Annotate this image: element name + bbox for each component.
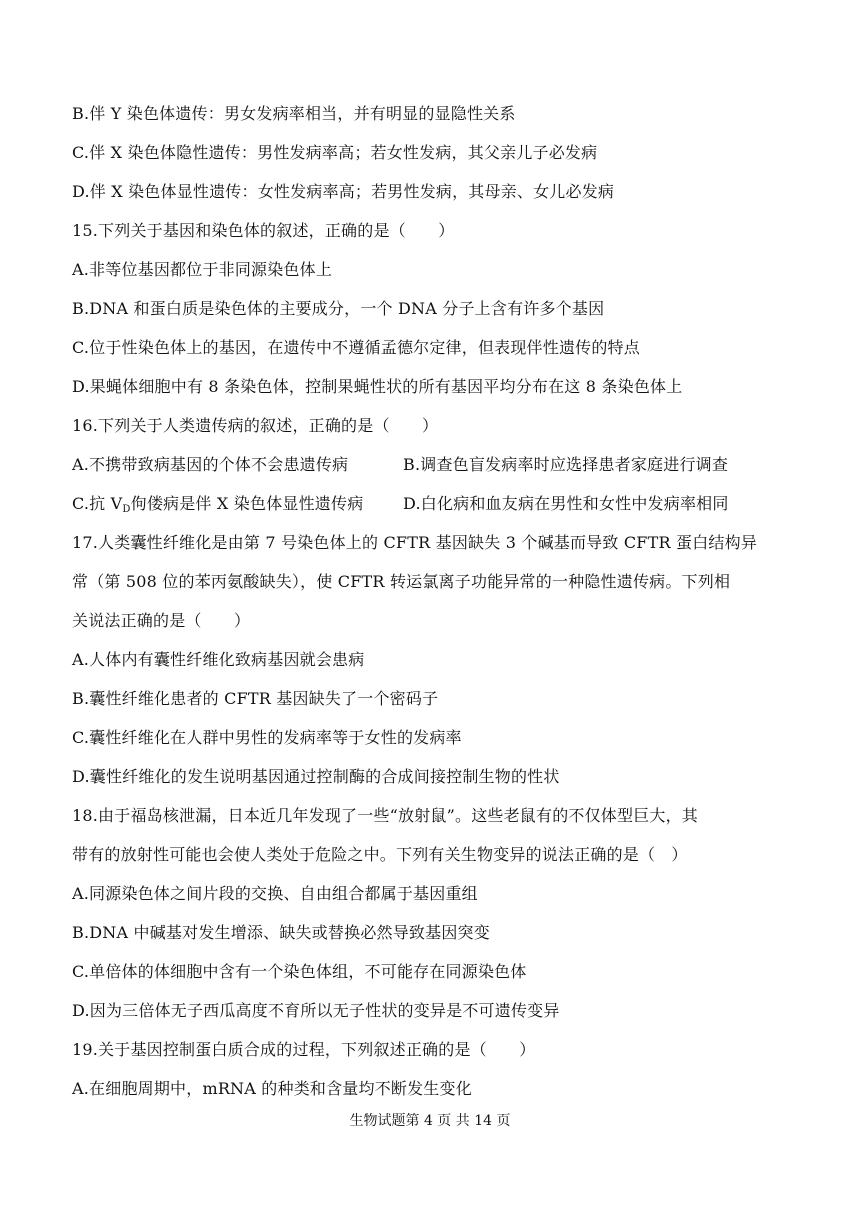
q17-stem-line3: 关说法正确的是（ ）	[72, 611, 251, 630]
q19-option-a: A.在细胞周期中，mRNA 的种类和含量均不断发生变化	[72, 1079, 472, 1098]
q15-option-a: A.非等位基因都位于非同源染色体上	[72, 260, 333, 279]
q18-stem-line1: 18.由于福岛核泄漏，日本近几年发现了一些“放射鼠”。这些老鼠有的不仅体型巨大，其	[72, 806, 699, 825]
q14-option-d: D.伴 X 染色体显性遗传：女性发病率高；若男性发病，其母亲、女儿必发病	[72, 182, 615, 201]
q15-option-c: C.位于性染色体上的基因，在遗传中不遵循孟德尔定律，但表现伴性遗传的特点	[72, 338, 640, 357]
q18-option-a: A.同源染色体之间片段的交换、自由组合都属于基因重组	[72, 884, 478, 903]
q19-stem: 19.关于基因控制蛋白质合成的过程，下列叙述正确的是（ ）	[72, 1040, 536, 1059]
q18-option-d: D.因为三倍体无子西瓜高度不育所以无子性状的变异是不可遗传变异	[72, 1001, 560, 1020]
q17-option-c: C.囊性纤维化在人群中男性的发病率等于女性的发病率	[72, 728, 462, 747]
q16-option-b: B.调查色盲发病率时应选择患者家庭进行调查	[403, 455, 729, 474]
q16-option-c-suffix: 佝偻病是伴 X 染色体显性遗传病	[130, 494, 364, 513]
q16-stem: 16.下列关于人类遗传病的叙述，正确的是（ ）	[72, 416, 439, 435]
q15-stem: 15.下列关于基因和染色体的叙述，正确的是（ ）	[72, 221, 455, 240]
q15-option-d: D.果蝇体细胞中有 8 条染色体，控制果蝇性状的所有基因平均分布在这 8 条染色体上	[72, 377, 683, 396]
q16-option-d: D.白化病和血友病在男性和女性中发病率相同	[403, 494, 729, 513]
q17-option-b: B.囊性纤维化患者的 CFTR 基因缺失了一个密码子	[72, 689, 439, 708]
q16-option-c	[72, 493, 363, 521]
page-footer: 生物试题第 4 页 共 14 页	[349, 1113, 511, 1129]
q18-option-b: B.DNA 中碱基对发生增添、缺失或替换必然导致基因突变	[72, 923, 490, 942]
q14-option-c: C.伴 X 染色体隐性遗传：男性发病率高；若女性发病，其父亲儿子必发病	[72, 143, 598, 162]
q16-option-a: A.不携带致病基因的个体不会患遗传病	[72, 455, 349, 474]
q17-stem-line1: 17.人类囊性纤维化是由第 7 号染色体上的 CFTR 基因缺失 3 个碱基而导致 CFTR 蛋白结构异	[72, 533, 758, 552]
q15-option-b: B.DNA 和蛋白质是染色体的主要成分，一个 DNA 分子上含有许多个基因	[72, 299, 605, 318]
q18-option-c: C.单倍体的体细胞中含有一个染色体组，不可能存在同源染色体	[72, 962, 527, 981]
q18-stem-line2: 带有的放射性可能也会使人类处于危险之中。下列有关生物变异的说法正确的是（ ）	[72, 845, 688, 864]
q17-option-d: D.囊性纤维化的发生说明基因通过控制酶的合成间接控制生物的性状	[72, 767, 560, 786]
q17-stem-line2: 常（第 508 位的苯丙氨酸缺失），使 CFTR 转运氯离子功能异常的一种隐性遗传病。下列相	[72, 572, 731, 591]
q16-option-c-prefix: C.抗 V	[72, 494, 123, 513]
q14-option-b: B.伴 Y 染色体遗传：男女发病率相当，并有明显的显隐性关系	[72, 104, 516, 123]
q16-option-c-subscript: D	[122, 504, 131, 515]
q17-option-a: A.人体内有囊性纤维化致病基因就会患病	[72, 650, 365, 669]
